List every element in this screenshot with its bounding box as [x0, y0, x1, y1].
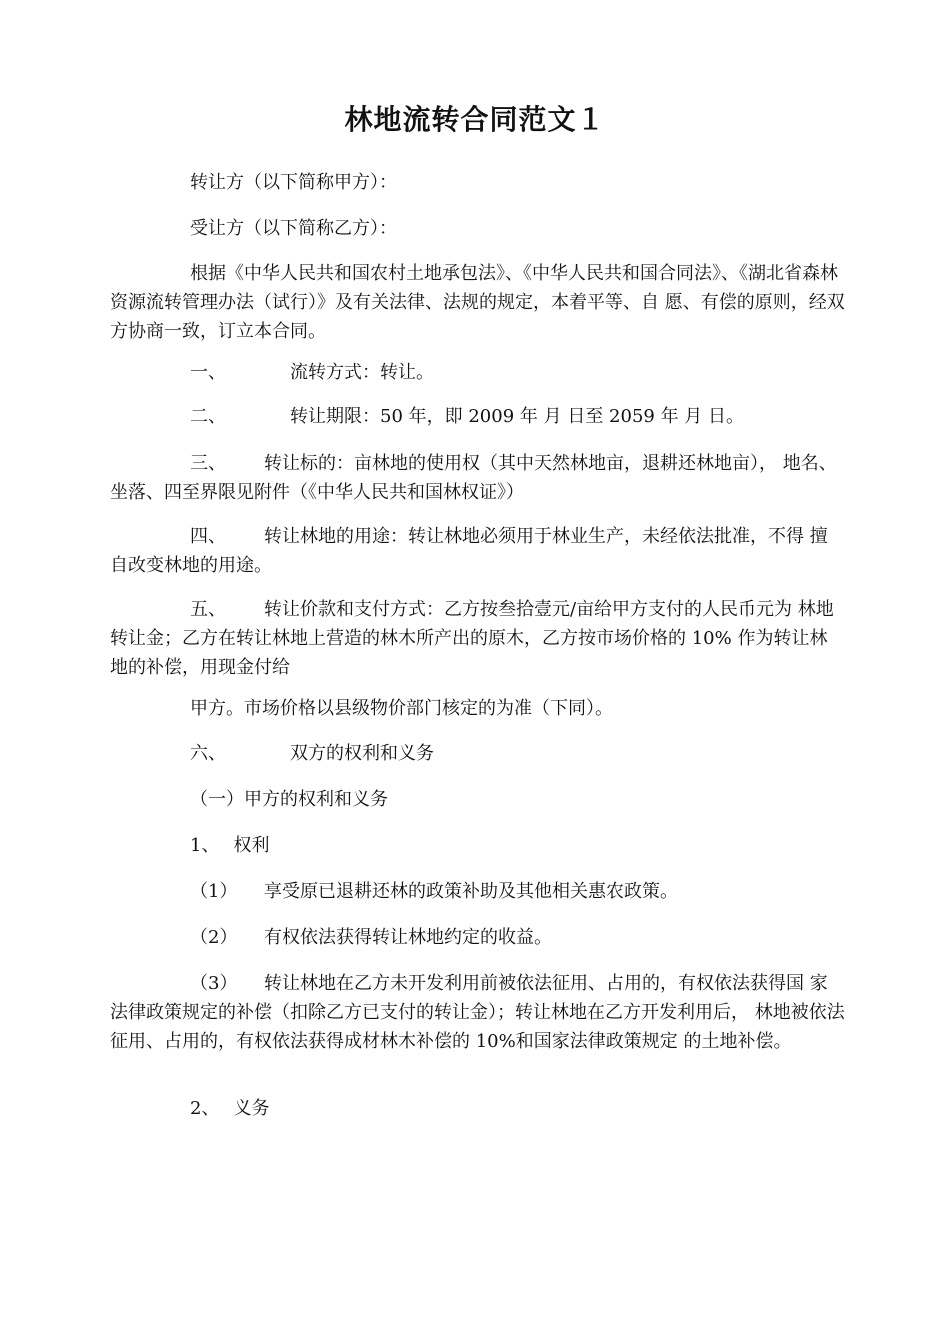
transferee-line: 受让方（以下简称乙方）：	[190, 218, 397, 239]
right-3	[110, 969, 845, 1056]
clause-number: 六、	[190, 743, 226, 764]
right-number: （2）	[190, 927, 238, 948]
basis-paragraph	[110, 259, 845, 346]
clause-5-continuation: 甲方。市场价格以县级物价部门核定的为准（下同）。	[190, 698, 613, 719]
clause-number: 五、	[190, 599, 226, 620]
clause-3	[110, 449, 845, 507]
clause-5	[110, 595, 845, 682]
transferor-line: 转让方（以下简称甲方）：	[190, 172, 397, 193]
right-text: 转让林地在乙方未开发利用前被依法征用、占用的，有权依法获得国 家法律政策规定的补偿（扣除乙方已支付的转让金）；转让林地在乙方开发利用后， 林地被依法征用、占用的，有权依法获得成材林木补偿的 10%和国家法律政策规定 的土地补偿。	[110, 973, 845, 1052]
right-text: 有权依法获得转让林地约定的收益。	[264, 927, 552, 948]
basis-text: 根据《中华人民共和国农村土地承包法》、《中华人民共和国合同法》、《湖北省森林资源流转管理办法（试行）》及有关法律、法规的规定，本着平等、自 愿、有偿的原则，经双方协商一致，订立本合同。	[110, 263, 845, 342]
clause-text: 双方的权利和义务	[290, 743, 434, 764]
clause-text: 转让标的：亩林地的使用权（其中天然林地亩，退耕还林地亩）， 地名、坐落、四至界限见附件（《中华人民共和国林权证》）	[110, 453, 837, 503]
clause-text: 流转方式：转让。	[290, 362, 434, 383]
clause-number: 四、	[190, 526, 226, 547]
section-a-heading: （一）甲方的权利和义务	[190, 789, 388, 810]
clause-text: 转让林地的用途：转让林地必须用于林业生产，未经依法批准，不得 擅自改变林地的用途。	[110, 526, 828, 576]
item-2-obligations	[190, 1097, 269, 1121]
item-number: 1、	[190, 835, 220, 856]
item-number: 2、	[190, 1098, 220, 1119]
item-text: 权利	[233, 835, 270, 856]
document-title: 林地流转合同范文１	[344, 103, 606, 136]
clause-2	[190, 405, 744, 429]
right-number: （3）	[190, 973, 238, 994]
right-1	[190, 880, 678, 904]
right-2	[190, 926, 552, 950]
item-text: 义务	[233, 1098, 270, 1119]
clause-number: 三、	[190, 453, 226, 474]
clause-1	[190, 361, 434, 385]
clause-text: 转让期限：50 年，即 2009 年 月 日至 2059 年 月 日。	[290, 406, 745, 427]
clause-text: 转让价款和支付方式：乙方按叁拾壹元/亩给甲方支付的人民币元为 林地转让金；乙方在转让林地上营造的林木所产出的原木，乙方按市场价格的 10% 作为转让林地的补偿，用现金付给	[110, 599, 834, 678]
clause-number: 一、	[190, 362, 226, 383]
clause-6	[190, 742, 434, 766]
clause-4	[110, 522, 845, 580]
item-1-rights	[190, 834, 269, 858]
right-text: 享受原已退耕还林的政策补助及其他相关惠农政策。	[264, 881, 678, 902]
right-number: （1）	[190, 881, 238, 902]
clause-number: 二、	[190, 406, 226, 427]
